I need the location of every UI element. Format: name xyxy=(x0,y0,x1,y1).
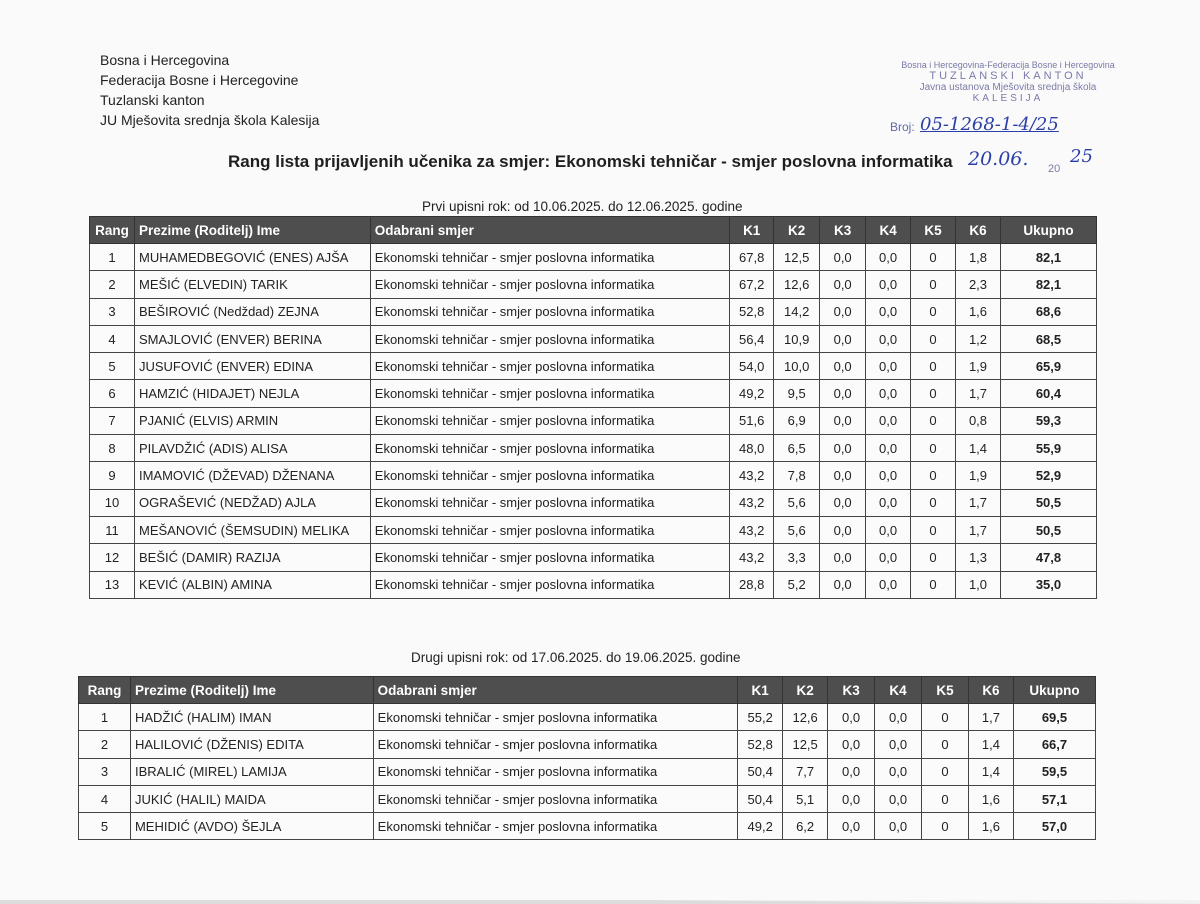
col-header-k4: K4 xyxy=(866,217,911,244)
cell-k6: 1,7 xyxy=(968,704,1013,731)
cell-k1: 28,8 xyxy=(730,571,774,598)
table-row xyxy=(90,407,1097,434)
cell-ukupno: 50,5 xyxy=(1000,516,1096,543)
stamp-line-town: KALESIJA xyxy=(972,93,1044,104)
table-row xyxy=(90,462,1097,489)
cell-name: PILAVDŽIĆ (ADIS) ALISA xyxy=(134,435,370,462)
cell-k2: 3,3 xyxy=(774,544,820,571)
table-row xyxy=(90,380,1097,407)
cell-k1: 50,4 xyxy=(738,758,783,785)
cell-rang: 7 xyxy=(90,407,135,434)
col-header-name: Prezime (Roditelj) Ime xyxy=(130,677,373,704)
col-header-k2: K2 xyxy=(774,217,820,244)
cell-k4: 0,0 xyxy=(875,785,922,812)
cell-k3: 0,0 xyxy=(820,298,866,325)
cell-rang: 2 xyxy=(79,731,131,758)
cell-k2: 6,2 xyxy=(783,813,828,840)
cell-k5: 0 xyxy=(911,571,956,598)
cell-ukupno: 59,3 xyxy=(1000,407,1096,434)
cell-k4: 0,0 xyxy=(866,353,911,380)
stamp-line-school: Javna ustanova Mješovita srednja škola xyxy=(919,82,1097,93)
cell-k4: 0,0 xyxy=(866,271,911,298)
cell-k3: 0,0 xyxy=(820,516,866,543)
col-header-k1: K1 xyxy=(738,677,783,704)
cell-k2: 12,6 xyxy=(774,271,820,298)
cell-rang: 11 xyxy=(90,516,135,543)
cell-k5: 0 xyxy=(911,244,956,271)
cell-rang: 8 xyxy=(90,435,135,462)
cell-k5: 0 xyxy=(922,731,969,758)
table-header-row xyxy=(79,677,1096,704)
cell-k6: 1,4 xyxy=(968,758,1013,785)
cell-programme: Ekonomski tehničar - smjer poslovna informatika xyxy=(373,731,738,758)
cell-k1: 43,2 xyxy=(730,462,774,489)
cell-k5: 0 xyxy=(922,813,969,840)
cell-ukupno: 68,5 xyxy=(1000,325,1096,352)
table-row xyxy=(90,325,1097,352)
cell-name: HADŽIĆ (HALIM) IMAN xyxy=(130,704,373,731)
cell-name: MEŠANOVIĆ (ŠEMSUDIN) MELIKA xyxy=(134,516,370,543)
cell-name: IBRALIĆ (MIREL) LAMIJA xyxy=(130,758,373,785)
cell-programme: Ekonomski tehničar - smjer poslovna informatika xyxy=(373,704,738,731)
cell-k6: 1,6 xyxy=(968,785,1013,812)
cell-k3: 0,0 xyxy=(820,353,866,380)
cell-k4: 0,0 xyxy=(875,758,922,785)
cell-k6: 1,8 xyxy=(956,244,1001,271)
cell-k4: 0,0 xyxy=(875,813,922,840)
cell-programme: Ekonomski tehničar - smjer poslovna informatika xyxy=(370,462,729,489)
cell-k4: 0,0 xyxy=(866,489,911,516)
cell-k6: 1,4 xyxy=(968,731,1013,758)
cell-ukupno: 59,5 xyxy=(1013,758,1095,785)
cell-k5: 0 xyxy=(911,489,956,516)
handwritten-broj-value: 05-1268-1-4/25 xyxy=(920,114,1059,135)
col-header-k4: K4 xyxy=(875,677,922,704)
table-body-second-round xyxy=(79,704,1096,840)
cell-k4: 0,0 xyxy=(866,244,911,271)
cell-k2: 12,5 xyxy=(783,731,828,758)
cell-k5: 0 xyxy=(911,435,956,462)
cell-k5: 0 xyxy=(911,298,956,325)
cell-rang: 4 xyxy=(79,785,131,812)
cell-k3: 0,0 xyxy=(820,325,866,352)
cell-k6: 1,9 xyxy=(956,353,1001,380)
stamp-line-canton: TUZLANSKI KANTON xyxy=(929,70,1087,82)
cell-ukupno: 57,1 xyxy=(1013,785,1095,812)
cell-name: JUSUFOVIĆ (ENVER) EDINA xyxy=(134,353,370,380)
cell-ukupno: 60,4 xyxy=(1000,380,1096,407)
cell-rang: 1 xyxy=(79,704,131,731)
cell-rang: 9 xyxy=(90,462,135,489)
cell-k3: 0,0 xyxy=(820,407,866,434)
cell-rang: 4 xyxy=(90,325,135,352)
cell-k4: 0,0 xyxy=(866,380,911,407)
cell-programme: Ekonomski tehničar - smjer poslovna informatika xyxy=(370,516,729,543)
cell-programme: Ekonomski tehničar - smjer poslovna informatika xyxy=(370,271,729,298)
cell-k1: 52,8 xyxy=(738,731,783,758)
cell-rang: 13 xyxy=(90,571,135,598)
ranking-table-second-round xyxy=(78,676,1096,840)
cell-ukupno: 82,1 xyxy=(1000,271,1096,298)
cell-k3: 0,0 xyxy=(820,435,866,462)
cell-k3: 0,0 xyxy=(820,244,866,271)
cell-k1: 43,2 xyxy=(730,544,774,571)
period-second-round: Drugi upisni rok: od 17.06.2025. do 19.06.2025. godine xyxy=(411,650,741,665)
cell-rang: 3 xyxy=(90,298,135,325)
col-header-rang: Rang xyxy=(79,677,131,704)
cell-rang: 10 xyxy=(90,489,135,516)
cell-k1: 67,8 xyxy=(730,244,774,271)
cell-k2: 12,6 xyxy=(783,704,828,731)
col-header-rang: Rang xyxy=(90,217,135,244)
cell-k6: 1,6 xyxy=(968,813,1013,840)
cell-rang: 3 xyxy=(79,758,131,785)
col-header-ukupno: Ukupno xyxy=(1013,677,1095,704)
cell-k4: 0,0 xyxy=(866,516,911,543)
cell-k2: 5,2 xyxy=(774,571,820,598)
cell-rang: 5 xyxy=(79,813,131,840)
table-row xyxy=(90,544,1097,571)
cell-k2: 5,1 xyxy=(783,785,828,812)
cell-k4: 0,0 xyxy=(866,298,911,325)
cell-ukupno: 66,7 xyxy=(1013,731,1095,758)
table-row xyxy=(90,571,1097,598)
cell-programme: Ekonomski tehničar - smjer poslovna informatika xyxy=(373,758,738,785)
cell-k2: 10,0 xyxy=(774,353,820,380)
cell-k5: 0 xyxy=(911,544,956,571)
cell-programme: Ekonomski tehničar - smjer poslovna informatika xyxy=(370,489,729,516)
col-header-k5: K5 xyxy=(922,677,969,704)
document-title: Rang lista prijavljenih učenika za smjer: Ekonomski tehničar - smjer poslovna informatika xyxy=(228,152,953,171)
cell-k2: 12,5 xyxy=(774,244,820,271)
cell-k1: 67,2 xyxy=(730,271,774,298)
cell-k2: 5,6 xyxy=(774,489,820,516)
cell-k5: 0 xyxy=(911,380,956,407)
cell-k5: 0 xyxy=(911,407,956,434)
table-row xyxy=(90,271,1097,298)
col-header-k1: K1 xyxy=(730,217,774,244)
cell-k5: 0 xyxy=(911,325,956,352)
col-header-programme: Odabrani smjer xyxy=(373,677,738,704)
cell-k4: 0,0 xyxy=(866,544,911,571)
cell-k1: 48,0 xyxy=(730,435,774,462)
stamp-date-year-prefix: 20 xyxy=(1048,163,1061,175)
cell-k2: 7,8 xyxy=(774,462,820,489)
cell-k4: 0,0 xyxy=(875,704,922,731)
cell-name: HALILOVIĆ (DŽENIS) EDITA xyxy=(130,731,373,758)
cell-k3: 0,0 xyxy=(820,544,866,571)
table-row xyxy=(79,758,1096,785)
cell-k4: 0,0 xyxy=(866,462,911,489)
cell-name: BEŠIROVIĆ (Nedždad) ZEJNA xyxy=(134,298,370,325)
cell-k3: 0,0 xyxy=(820,380,866,407)
cell-name: MEHIDIĆ (AVDO) ŠEJLA xyxy=(130,813,373,840)
cell-k1: 51,6 xyxy=(730,407,774,434)
cell-k6: 1,7 xyxy=(956,516,1001,543)
table-row xyxy=(79,704,1096,731)
cell-k6: 1,2 xyxy=(956,325,1001,352)
cell-programme: Ekonomski tehničar - smjer poslovna informatika xyxy=(370,325,729,352)
cell-k1: 52,8 xyxy=(730,298,774,325)
cell-k1: 49,2 xyxy=(738,813,783,840)
cell-ukupno: 55,9 xyxy=(1000,435,1096,462)
cell-k2: 10,9 xyxy=(774,325,820,352)
col-header-k6: K6 xyxy=(968,677,1013,704)
col-header-ukupno: Ukupno xyxy=(1000,217,1096,244)
cell-k4: 0,0 xyxy=(866,407,911,434)
cell-programme: Ekonomski tehničar - smjer poslovna informatika xyxy=(370,380,729,407)
table-header-row xyxy=(90,217,1097,244)
cell-name: OGRAŠEVIĆ (NEDŽAD) AJLA xyxy=(134,489,370,516)
cell-k4: 0,0 xyxy=(866,325,911,352)
table-row xyxy=(90,244,1097,271)
institution-line-country: Bosna i Hercegovina xyxy=(100,52,230,68)
cell-k3: 0,0 xyxy=(828,758,875,785)
cell-name: PJANIĆ (ELVIS) ARMIN xyxy=(134,407,370,434)
cell-name: HAMZIĆ (HIDAJET) NEJLA xyxy=(134,380,370,407)
cell-k2: 6,5 xyxy=(774,435,820,462)
cell-rang: 6 xyxy=(90,380,135,407)
cell-k5: 0 xyxy=(922,704,969,731)
cell-k6: 1,9 xyxy=(956,462,1001,489)
cell-programme: Ekonomski tehničar - smjer poslovna informatika xyxy=(370,298,729,325)
table-row xyxy=(90,435,1097,462)
col-header-programme: Odabrani smjer xyxy=(370,217,729,244)
cell-k6: 1,7 xyxy=(956,380,1001,407)
cell-ukupno: 65,9 xyxy=(1000,353,1096,380)
cell-name: SMAJLOVIĆ (ENVER) BERINA xyxy=(134,325,370,352)
cell-name: MEŠIĆ (ELVEDIN) TARIK xyxy=(134,271,370,298)
cell-ukupno: 68,6 xyxy=(1000,298,1096,325)
cell-k5: 0 xyxy=(911,462,956,489)
table-row xyxy=(90,516,1097,543)
cell-name: MUHAMEDBEGOVIĆ (ENES) AJŠA xyxy=(134,244,370,271)
cell-k1: 55,2 xyxy=(738,704,783,731)
cell-programme: Ekonomski tehničar - smjer poslovna informatika xyxy=(373,785,738,812)
official-stamp xyxy=(888,60,1128,150)
cell-k3: 0,0 xyxy=(828,731,875,758)
col-header-k3: K3 xyxy=(828,677,875,704)
cell-programme: Ekonomski tehničar - smjer poslovna informatika xyxy=(370,353,729,380)
cell-k2: 7,7 xyxy=(783,758,828,785)
period-first-round: Prvi upisni rok: od 10.06.2025. do 12.06.2025. godine xyxy=(422,199,743,214)
table-row xyxy=(79,813,1096,840)
cell-rang: 12 xyxy=(90,544,135,571)
institution-line-canton: Tuzlanski kanton xyxy=(100,92,205,108)
cell-k5: 0 xyxy=(922,758,969,785)
ranking-table-first-round xyxy=(89,216,1097,599)
cell-k4: 0,0 xyxy=(866,435,911,462)
handwritten-date: 20.06. xyxy=(968,148,1029,170)
cell-k1: 49,2 xyxy=(730,380,774,407)
cell-k3: 0,0 xyxy=(828,785,875,812)
institution-line-school: JU Mješovita srednja škola Kalesija xyxy=(100,112,320,128)
cell-programme: Ekonomski tehničar - smjer poslovna informatika xyxy=(370,407,729,434)
cell-k3: 0,0 xyxy=(820,462,866,489)
cell-k3: 0,0 xyxy=(820,571,866,598)
cell-k6: 1,7 xyxy=(956,489,1001,516)
table-row xyxy=(90,298,1097,325)
stamp-broj-label: Broj: xyxy=(890,120,915,134)
cell-k1: 43,2 xyxy=(730,516,774,543)
cell-k1: 54,0 xyxy=(730,353,774,380)
col-header-k2: K2 xyxy=(783,677,828,704)
cell-k6: 1,0 xyxy=(956,571,1001,598)
cell-rang: 5 xyxy=(90,353,135,380)
col-header-k3: K3 xyxy=(820,217,866,244)
cell-k6: 1,6 xyxy=(956,298,1001,325)
cell-programme: Ekonomski tehničar - smjer poslovna informatika xyxy=(370,435,729,462)
cell-name: IMAMOVIĆ (DŽEVAD) DŽENANA xyxy=(134,462,370,489)
cell-programme: Ekonomski tehničar - smjer poslovna informatika xyxy=(370,544,729,571)
cell-rang: 2 xyxy=(90,271,135,298)
handwritten-year: 25 xyxy=(1070,146,1093,167)
cell-ukupno: 69,5 xyxy=(1013,704,1095,731)
cell-k6: 2,3 xyxy=(956,271,1001,298)
col-header-k6: K6 xyxy=(956,217,1001,244)
cell-k4: 0,0 xyxy=(866,571,911,598)
cell-k4: 0,0 xyxy=(875,731,922,758)
cell-programme: Ekonomski tehničar - smjer poslovna informatika xyxy=(370,571,729,598)
cell-k1: 56,4 xyxy=(730,325,774,352)
cell-k5: 0 xyxy=(911,271,956,298)
cell-ukupno: 50,5 xyxy=(1000,489,1096,516)
cell-k1: 43,2 xyxy=(730,489,774,516)
cell-programme: Ekonomski tehničar - smjer poslovna informatika xyxy=(373,813,738,840)
cell-k6: 1,4 xyxy=(956,435,1001,462)
cell-k2: 5,6 xyxy=(774,516,820,543)
cell-ukupno: 52,9 xyxy=(1000,462,1096,489)
table-row xyxy=(90,353,1097,380)
cell-k3: 0,0 xyxy=(828,704,875,731)
institution-header xyxy=(100,50,319,130)
table-row xyxy=(79,785,1096,812)
cell-ukupno: 47,8 xyxy=(1000,544,1096,571)
col-header-k5: K5 xyxy=(911,217,956,244)
col-header-name: Prezime (Roditelj) Ime xyxy=(134,217,370,244)
cell-ukupno: 82,1 xyxy=(1000,244,1096,271)
cell-ukupno: 35,0 xyxy=(1000,571,1096,598)
cell-ukupno: 57,0 xyxy=(1013,813,1095,840)
cell-k6: 0,8 xyxy=(956,407,1001,434)
cell-k5: 0 xyxy=(911,353,956,380)
cell-k3: 0,0 xyxy=(820,271,866,298)
stamp-line-country: Bosna i Hercegovina-Federacija Bosne i Hercegovina xyxy=(901,60,1115,70)
table-body-first-round xyxy=(90,244,1097,599)
cell-k3: 0,0 xyxy=(828,813,875,840)
cell-name: BEŠIĆ (DAMIR) RAZIJA xyxy=(134,544,370,571)
institution-line-federation: Federacija Bosne i Hercegovine xyxy=(100,72,299,88)
cell-k2: 6,9 xyxy=(774,407,820,434)
cell-k3: 0,0 xyxy=(820,489,866,516)
table-row xyxy=(79,731,1096,758)
cell-name: KEVIĆ (ALBIN) AMINA xyxy=(134,571,370,598)
cell-k1: 50,4 xyxy=(738,785,783,812)
cell-programme: Ekonomski tehničar - smjer poslovna informatika xyxy=(370,244,729,271)
cell-rang: 1 xyxy=(90,244,135,271)
cell-k5: 0 xyxy=(911,516,956,543)
cell-k6: 1,3 xyxy=(956,544,1001,571)
cell-name: JUKIĆ (HALIL) MAIDA xyxy=(130,785,373,812)
cell-k2: 9,5 xyxy=(774,380,820,407)
cell-k5: 0 xyxy=(922,785,969,812)
cell-k2: 14,2 xyxy=(774,298,820,325)
table-row xyxy=(90,489,1097,516)
